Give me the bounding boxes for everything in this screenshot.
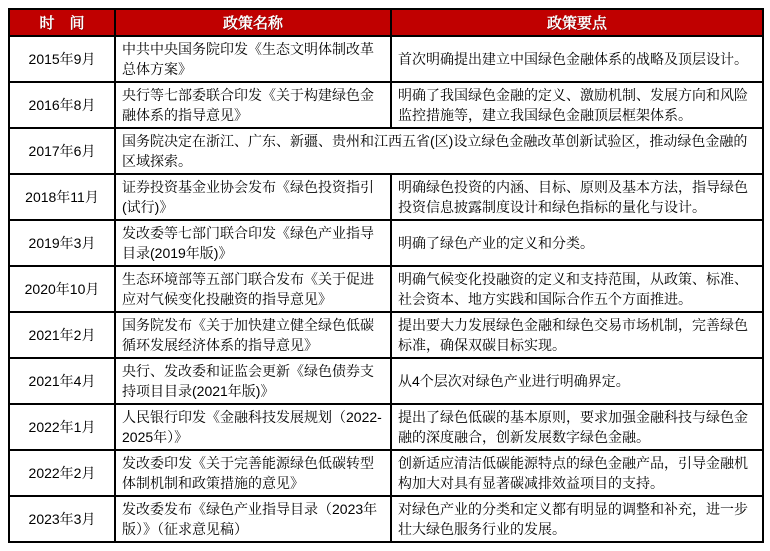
cell-time: 2022年1月: [9, 404, 115, 450]
cell-policy-name: 国务院发布《关于加快建立健全绿色低碳循环发展经济体系的指导意见》: [115, 312, 391, 358]
cell-policy-points: 创新适应清洁低碳能源特点的绿色金融产品，引导金融机构加大对具有显著碳减排效益项目的支持。: [391, 450, 763, 496]
cell-policy-points: 对绿色产业的分类和定义都有明显的调整和补充，进一步壮大绿色服务行业的发展。: [391, 496, 763, 542]
table-row: [9, 312, 763, 358]
cell-time: 2023年3月: [9, 496, 115, 542]
cell-time: 2020年10月: [9, 266, 115, 312]
header-policy-points: 政策要点: [391, 9, 763, 36]
cell-policy-points: 提出要大力发展绿色金融和绿色交易市场机制，完善绿色标准，确保双碳目标实现。: [391, 312, 763, 358]
cell-policy-name: 生态环境部等五部门联合发布《关于促进应对气候变化投融资的指导意见》: [115, 266, 391, 312]
cell-time: 2022年2月: [9, 450, 115, 496]
cell-policy-points: 从4个层次对绿色产业进行明确界定。: [391, 358, 763, 404]
policy-table-body: [9, 36, 763, 542]
table-row: [9, 266, 763, 312]
cell-merged-text: 国务院决定在浙江、广东、新疆、贵州和江西五省(区)设立绿色金融改革创新试验区，推动绿色金融的区域探索。: [115, 128, 763, 174]
table-header: [9, 9, 763, 36]
cell-policy-name: 人民银行印发《金融科技发展规划（2022-2025年）》: [115, 404, 391, 450]
cell-policy-name: 中共中央国务院印发《生态文明体制改革总体方案》: [115, 36, 391, 82]
table-row: [9, 128, 763, 174]
table-row: [9, 404, 763, 450]
table-row: [9, 36, 763, 82]
cell-policy-name: 发改委印发《关于完善能源绿色低碳转型体制机制和政策措施的意见》: [115, 450, 391, 496]
table-row: [9, 496, 763, 542]
cell-policy-points: 明确了绿色产业的定义和分类。: [391, 220, 763, 266]
green-finance-policy-table: [8, 8, 764, 543]
cell-policy-points: 提出了绿色低碳的基本原则，要求加强金融科技与绿色金融的深度融合，创新发展数字绿色金融。: [391, 404, 763, 450]
table-row: [9, 358, 763, 404]
cell-policy-name: 证券投资基金业协会发布《绿色投资指引(试行)》: [115, 174, 391, 220]
cell-policy-points: 明确了我国绿色金融的定义、激励机制、发展方向和风险监控措施等，建立我国绿色金融顶层框架体系。: [391, 82, 763, 128]
cell-time: 2021年2月: [9, 312, 115, 358]
cell-policy-points: 明确绿色投资的内涵、目标、原则及基本方法，指导绿色投资信息披露制度设计和绿色指标的量化与设计。: [391, 174, 763, 220]
table-row: [9, 450, 763, 496]
cell-time: 2015年9月: [9, 36, 115, 82]
table-row: [9, 82, 763, 128]
header-row: [9, 9, 763, 36]
cell-policy-name: 发改委等七部门联合印发《绿色产业指导目录(2019年版)》: [115, 220, 391, 266]
cell-policy-points: 明确气候变化投融资的定义和支持范围，从政策、标准、社会资本、地方实践和国际合作五个方面推进。: [391, 266, 763, 312]
cell-time: 2016年8月: [9, 82, 115, 128]
cell-policy-name: 央行、发改委和证监会更新《绿色债券支持项目目录(2021年版)》: [115, 358, 391, 404]
table-row: [9, 174, 763, 220]
cell-policy-name: 央行等七部委联合印发《关于构建绿色金融体系的指导意见》: [115, 82, 391, 128]
cell-time: 2021年4月: [9, 358, 115, 404]
cell-time: 2019年3月: [9, 220, 115, 266]
cell-time: 2017年6月: [9, 128, 115, 174]
cell-policy-points: 首次明确提出建立中国绿色金融体系的战略及顶层设计。: [391, 36, 763, 82]
header-policy-name: 政策名称: [115, 9, 391, 36]
cell-policy-name: 发改委发布《绿色产业指导目录（2023年版）》（征求意见稿）: [115, 496, 391, 542]
header-time: 时 间: [9, 9, 115, 36]
cell-time: 2018年11月: [9, 174, 115, 220]
table-row: [9, 220, 763, 266]
